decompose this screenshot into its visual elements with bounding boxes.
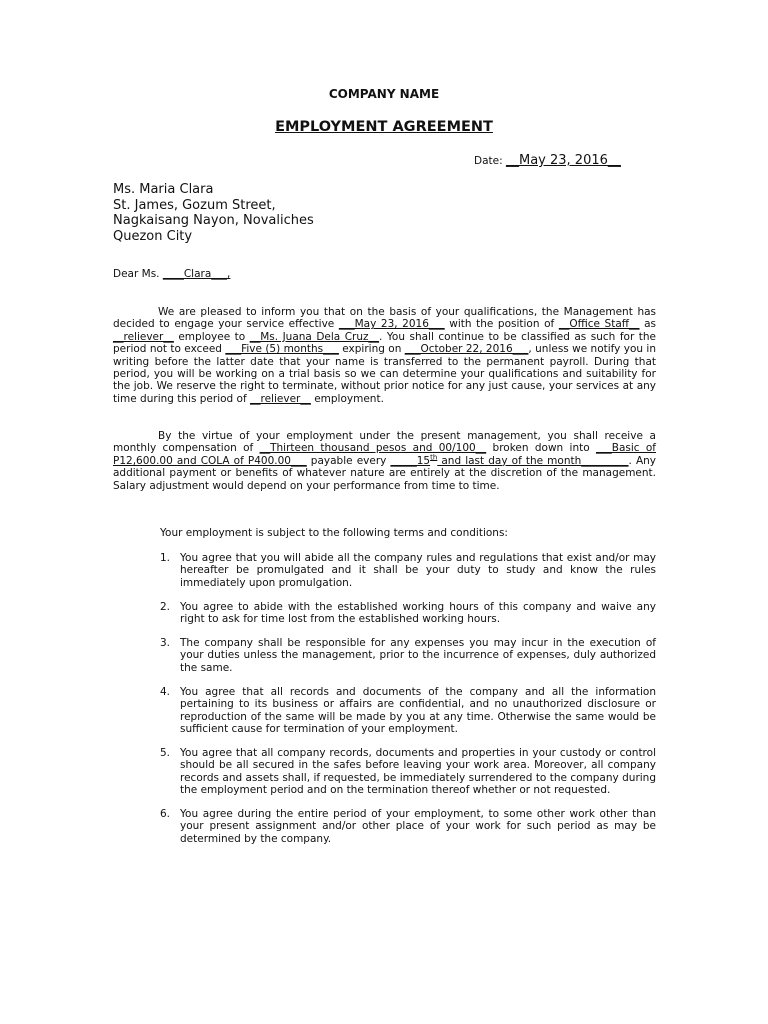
- paragraph-text: as: [639, 318, 656, 331]
- terms-list: [160, 552, 656, 857]
- item-number: 4.: [160, 685, 171, 698]
- salutation: [113, 268, 230, 280]
- item-text: You agree during the entire period of your employment, to some other work other than your present assignment and/or other place of your work for such period as may be determined by the company.: [180, 808, 656, 845]
- paragraph-compensation: [113, 430, 656, 492]
- item-number: 5.: [160, 746, 171, 759]
- field-period: ___Five (5) months___: [225, 343, 339, 356]
- salutation-prefix: Dear Ms.: [113, 268, 163, 280]
- paragraph-text: employee to: [173, 330, 250, 343]
- field-payday: _____15: [390, 454, 431, 467]
- field-payday-suffix: th: [430, 453, 438, 462]
- paragraph-text: broken down into: [486, 442, 596, 455]
- field-compensation: __Thirteen thousand pesos and 00/100__: [259, 442, 487, 455]
- item-number: 3.: [160, 637, 171, 650]
- salutation-name: ____Clara___,: [162, 268, 231, 280]
- list-item: [160, 601, 656, 626]
- field-position: __Office Staff__: [558, 318, 640, 331]
- item-number: 6.: [160, 808, 171, 820]
- field-status: __reliever__: [113, 330, 174, 343]
- paragraph-text: . Any additional payment or benefits of whatever nature are entirely at the discretion of the management. Salary adjustment would depend on your performance from time to time.: [113, 454, 656, 492]
- list-item: [160, 552, 656, 589]
- date-label: Date:: [474, 155, 503, 167]
- paragraph-text: payable every: [306, 454, 391, 467]
- address-line: Nagkaisang Nayon, Novaliches: [113, 213, 314, 228]
- paragraph-text: employment.: [310, 392, 384, 405]
- field-status: __reliever__: [250, 392, 311, 405]
- company-name: COMPANY NAME: [328, 87, 440, 101]
- list-item: [160, 808, 656, 845]
- field-payday: and last day of the month_________: [437, 454, 629, 467]
- list-item: [160, 686, 656, 736]
- field-start-date: ___May 23, 2016___: [338, 318, 445, 331]
- address-line: Quezon City: [113, 228, 193, 244]
- paragraph-text: with the position of: [444, 318, 559, 331]
- item-text: The company shall be responsible for any expenses you may incur in the execution of your duties unless the management, prior to the incurrence of expenses, duly authorized the same.: [180, 637, 656, 674]
- terms-intro: Your employment is subject to the following terms and conditions:: [160, 527, 508, 539]
- item-number: 2.: [160, 600, 171, 613]
- paragraph-engagement: [113, 306, 656, 405]
- field-end-date: ___October 22, 2016___: [404, 343, 529, 356]
- address-line: St. James, Gozum Street,: [113, 197, 276, 213]
- item-number: 1.: [160, 552, 171, 564]
- document-title: EMPLOYMENT AGREEMENT: [275, 119, 493, 135]
- address-line: Ms. Maria Clara: [113, 182, 214, 197]
- field-breakdown: ___Basic of P12,600.00 and COLA of P400.00___: [113, 442, 656, 467]
- list-item: [160, 637, 656, 674]
- paragraph-text: expiring on: [338, 343, 405, 356]
- field-reliever-for: __Ms. Juana Dela Cruz__: [249, 330, 380, 343]
- recipient-address: [113, 182, 314, 244]
- paragraph-text: , unless we notify you in writing before the latter date that your name is transferred to the permanent payroll. During that period, you will be working on a trial basis so we can determine your qualifications and suitability for the job. We reserve the right to terminate, without prior notice for any just cause, your services at any time during this period of: [113, 343, 657, 405]
- paragraph-text: By the virtue of your employment under the present management, you shall receive a monthly compensation of: [113, 430, 656, 455]
- date-value: __May 23, 2016__: [505, 153, 621, 168]
- item-text: You agree that all records and documents of the company and all the information pertaining to its business or affairs are confidential, and no unauthorized disclosure or reproduction of the same will be made by you at any time. Otherwise the same would be sufficient cause for termination of your employment.: [180, 685, 656, 735]
- item-text: You agree to abide with the established working hours of this company and waive any right to ask for time lost from the established working hours.: [180, 600, 656, 626]
- item-text: You agree that you will abide all the company rules and regulations that exist and/or may hereafter be promulgated and it shall be your duty to study and know the rules immediately upon promulgation.: [180, 552, 656, 589]
- date-line: [474, 153, 621, 168]
- paragraph-text: . You shall continue to be classified as such for the period not to exceed: [113, 330, 656, 356]
- item-text: You agree that all company records, documents and properties in your custody or control should be all secured in the safes before leaving your work area. Moreover, all company records and assets shall, if requested, be immediately surrendered to the company during the employment period and on the termination thereof whether or not requested.: [180, 746, 656, 797]
- list-item: [160, 747, 656, 797]
- paragraph-text: We are pleased to inform you that on the basis of your qualifications, the Management has decided to engage your service effective: [113, 306, 656, 331]
